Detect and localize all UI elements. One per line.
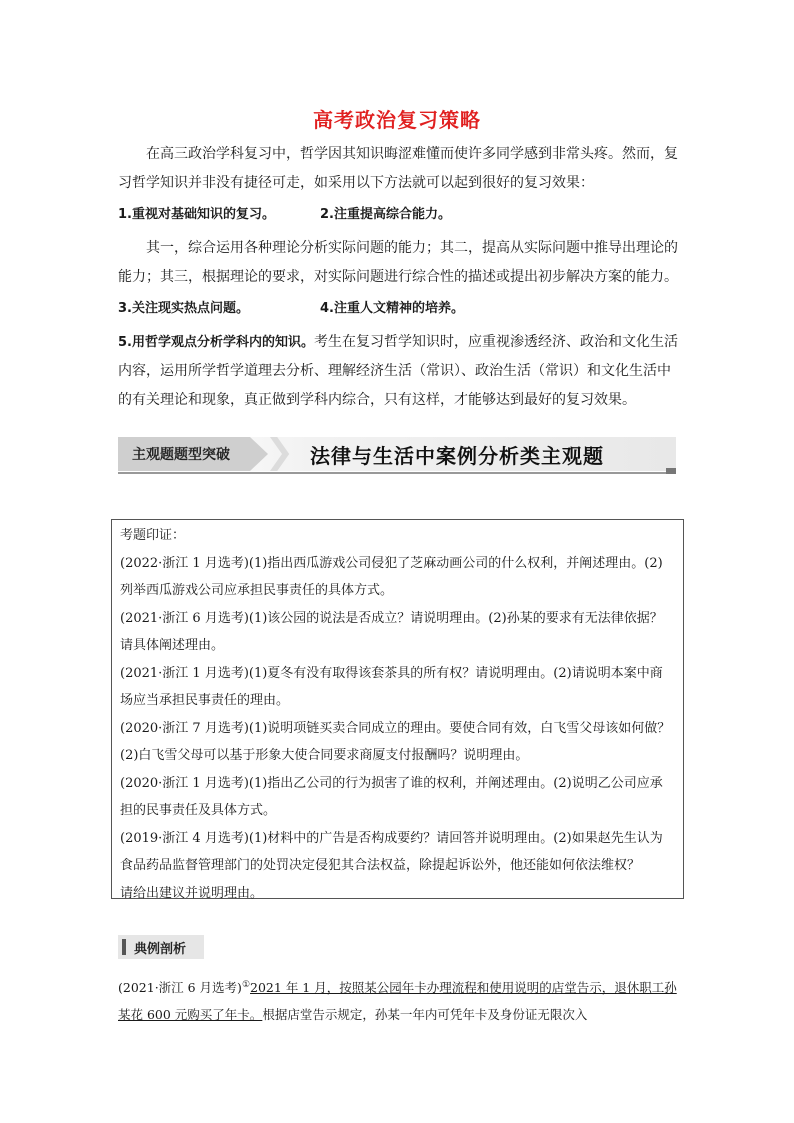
exam-line: (2)白飞雪父母可以基于形象大使合同要求商厦支付报酬吗？说明理由。 — [120, 748, 529, 763]
section-banner — [118, 437, 676, 475]
case-paragraph — [118, 972, 682, 1028]
point-5-text: 考生在复习哲学知识时，应重视渗透经济、政治和文化生活内容，运用所学哲学道理去分析、理解经济生活（常识）、政治生活（常识）和文化生活中的有关理论和现象，真正做到学科内综合，只有这样，才能够达到最好的复习效果。 — [118, 334, 678, 408]
banner-corner-mark — [666, 468, 676, 474]
exam-line: 担的民事责任及具体方式。 — [120, 803, 277, 818]
exam-line: 列举西瓜游戏公司应承担民事责任的具体方式。 — [120, 583, 394, 598]
exam-label: 考题印证： — [120, 528, 186, 543]
points-row-2 — [118, 294, 464, 323]
exam-line: (2021·浙江 6 月选考)(1)该公园的说法是否成立？请说明理由。(2)孙某的要求有无法律依据？ — [120, 610, 663, 626]
case-underlined-text: 2021 年 1 月，按照某公园年卡办理流程和使用说明的店堂告示，退休职工孙某花 600 元购买了年卡。 — [118, 980, 677, 1023]
point-1: 1.重视对基础知识的复习。 — [118, 207, 275, 222]
section-title: 法律与生活中案例分析类主观题 — [310, 444, 604, 468]
exam-line: (2020·浙江 7 月选考)(1)说明项链买卖合同成立的理由。要使合同有效，白飞雪父母该如何做？ — [120, 720, 671, 736]
exam-line: 场应当承担民事责任的理由。 — [120, 693, 290, 708]
exam-line: 请给出建议并说明理由。 — [120, 885, 264, 901]
banner-tag-label: 主观题题型突破 — [132, 447, 230, 463]
tag-bar-icon — [122, 939, 126, 955]
exam-line: (2019·浙江 4 月选考)(1)材料中的广告是否构成要约？请回答并说明理由。(2)如果赵先生认为 — [120, 830, 663, 846]
exam-line: (2021·浙江 1 月选考)(1)夏冬有没有取得该套茶具的所有权？请说明理由。(2)请说明本案中商 — [120, 665, 663, 681]
intro-paragraph: 在高三政治学科复习中，哲学因其知识晦涩难懂而使许多同学感到非常头疼。然而，复习哲学知识并非没有捷径可走，如采用以下方法就可以起到很好的复习效果： — [118, 146, 678, 191]
point-5-paragraph — [118, 328, 678, 415]
point-5-heading: 5.用哲学观点分析学科内的知识。 — [118, 335, 314, 350]
exam-line: 请具体阐述理由。 — [120, 638, 225, 653]
point-3: 3.关注现实热点问题。 — [118, 301, 249, 316]
point-2: 2.注重提高综合能力。 — [320, 207, 451, 222]
exam-line: (2020·浙江 1 月选考)(1)指出乙公司的行为损害了谁的权利，并阐述理由。(2)说明乙公司应承 — [120, 775, 663, 791]
banner-divider — [118, 472, 676, 474]
example-analysis-label: 典例剖析 — [134, 942, 187, 957]
case-text: 根据店堂告示规定，孙某一年内可凭年卡及身份证无限次入 — [262, 1007, 588, 1023]
case-marker: ① — [241, 980, 251, 990]
example-analysis-tag — [118, 935, 204, 959]
exam-line: 食品药品监督管理部门的处罚决定侵犯其合法权益，除提起诉讼外，他还能如何依法维权？ — [120, 858, 641, 873]
case-source: (2021·浙江 6 月选考) — [118, 980, 242, 996]
point-2-detail: 其一，综合运用各种理论分析实际问题的能力；其二，提高从实际问题中推导出理论的能力；其三，根据理论的要求，对实际问题进行综合性的描述或提出初步解决方案的能力。 — [118, 240, 678, 285]
page-title: 高考政治复习策略 — [313, 108, 481, 132]
point-4: 4.注重人文精神的培养。 — [320, 301, 464, 316]
exam-reference-box — [111, 519, 684, 899]
points-row-1 — [118, 200, 451, 229]
exam-line: (2022·浙江 1 月选考)(1)指出西瓜游戏公司侵犯了芝麻动画公司的什么权利，并阐述理由。(2) — [120, 555, 663, 571]
